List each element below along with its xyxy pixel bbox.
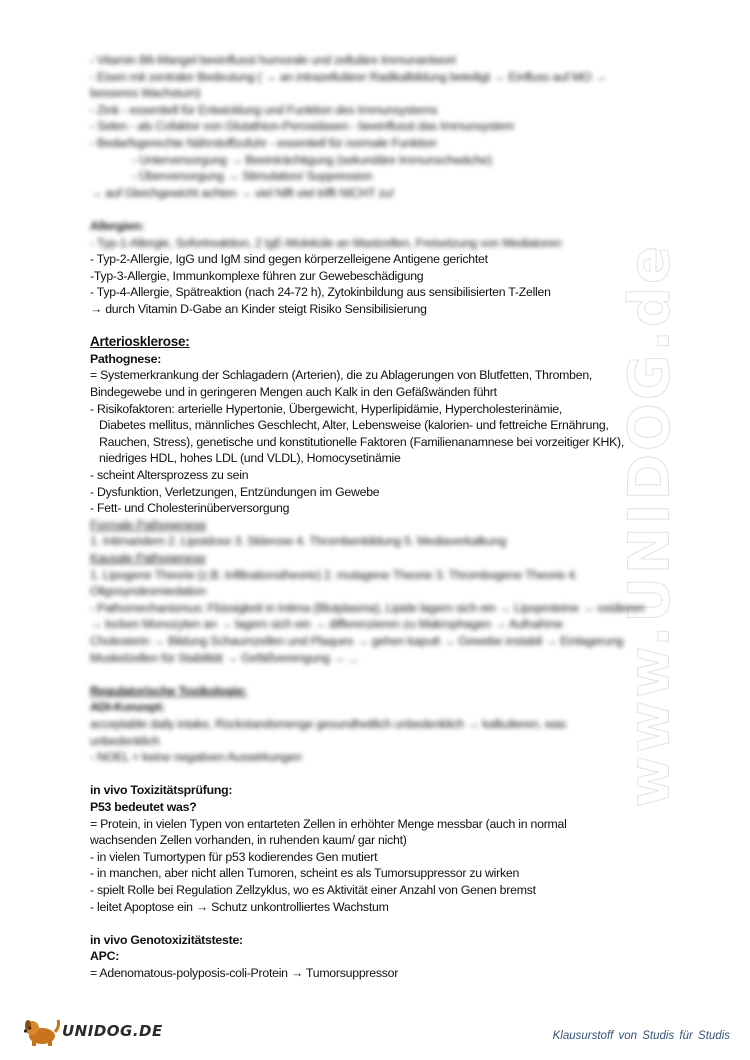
text-line: 1. Lipogene Theorie (z.B. Infiltrationstheorie) 2. mutagene Theorie 3. Thrombogene Theorie 4. — [90, 567, 578, 582]
footer-tagline: Klausurstoff von Studis für Studis — [552, 1030, 730, 1042]
text-line: - Eisen mit zentraler Bedeutung ( → an intrazellulärer Radikalbildung beteiligt → Einfluss auf MO → — [90, 69, 607, 84]
text-line: - Typ-1-Allergie, Sofortreaktion, 2 IgE-Moleküle an Mastzellen, Freisetzung von Mediatoren — [90, 235, 562, 250]
text-line: - Selen - als Cofaktor von Glutathion-Peroxidasen - beeinflusst das Immunsystem — [90, 119, 514, 134]
text-line: - Unterversorgung → Beeinträchtigung (sekundäre Immunschwäche) — [132, 152, 492, 167]
watermark: www.UNIDOG.de — [617, 243, 683, 808]
text-line: Kausale Pathogenese — [90, 551, 206, 565]
text-line: = Systemerkrankung der Schlagadern (Arterien), die zu Ablagerungen von Blutfetten, Thromben, — [90, 368, 593, 383]
section-heading: Regulatorische Toxikologie: — [90, 683, 248, 698]
text-line: -Typ-3-Allergie, Immunkomplexe führen zur Gewebeschädigung — [90, 268, 424, 283]
section-heading: Pathognese: — [90, 351, 162, 366]
text-line: → auf Gleichgewicht achten → viel hilft viel trifft NICHT zu! — [90, 185, 395, 200]
text-line: → durch Vitamin D-Gabe an Kinder steigt Risiko Sensibilisierung — [90, 302, 427, 316]
text-line: - in manchen, aber nicht allen Tumoren, scheint es als Tumorsuppressor zu wirken — [90, 866, 520, 881]
text-line: Diabetes mellitus, männliches Geschlecht, Alter, Lebensweise (kalorien- und fettreiche Ernährung, — [99, 418, 609, 433]
text-line: - spielt Rolle bei Regulation Zellzyklus, wo es Aktivität einer Anzahl von Genen bremst — [90, 883, 536, 897]
text-line: = Adenomatous-polyposis-coli-Protein → Tumorsuppressor — [90, 966, 399, 980]
section-heading: APC: — [90, 949, 120, 964]
section-heading: in vivo Toxizitätsprüfung: — [90, 783, 233, 798]
text-line: Muskelzellen für Stabilität → Gefäßverengung → ... — [90, 650, 358, 665]
text-line: → locken Monozyten an → lagern sich ein → differenzieren zu Makrophagen → Aufnahme — [90, 617, 563, 632]
text-line: besseres Wachstum) — [90, 86, 201, 101]
text-line: - Bedarfsgerechte Nährstoffzufuhr - essentiell für normale Funktion — [90, 136, 437, 150]
text-line: - in vielen Tumortypen für p53 kodierendes Gen mutiert — [90, 849, 378, 864]
text-line: - Überversorgung → Stimulation/ Suppression — [132, 169, 373, 184]
section-heading: Allergien: — [90, 219, 145, 233]
text-line: - Risikofaktoren: arterielle Hypertonie, Übergewicht, Hyperlipidämie, Hypercholesterinämie, — [90, 401, 563, 416]
text-line: Formale Pathogenese — [90, 517, 207, 532]
section-heading: in vivo Genotoxizitätsteste: — [90, 932, 243, 947]
text-line: unbedenklich — [90, 733, 160, 748]
text-line: - Zink - essentiell für Entwicklung und Funktion des Immunsystems — [90, 102, 438, 117]
text-line: Rauchen, Stress), genetische und konstitutionelle Faktoren (Familienanamnese bei vorzeitiger KHK), — [99, 434, 625, 449]
text-line: - Typ-2-Allergie, IgG und IgM sind gegen körperzelleigene Antigene gerichtet — [90, 252, 488, 267]
section-heading: Arteriosklerose: — [90, 334, 190, 350]
text-line: - Pathomechanismus: Flüssigkeit in Intima (Blutplasma), Lipide lagern sich ein → Lipoproteine → oxidieren — [90, 600, 645, 615]
text-line: - Vitamin B6-Mangel beeinflusst humorale und zelluläre Immunantwort — [90, 53, 456, 67]
unidog-logo — [22, 1016, 163, 1046]
text-line: Oligosyndesmiedation — [90, 584, 206, 599]
text-line: = Protein, in vielen Typen von entarteten Zellen in erhöhter Menge messbar (auch in normal — [90, 816, 567, 831]
text-line: Bindegewebe und in geringeren Mengen auch Kalk in den Gefäßwänden führt — [90, 385, 497, 399]
logo-text: UNIDOG.DE — [62, 1022, 163, 1040]
text-line: - NOEL = keine negativen Auswirkungen — [90, 750, 302, 765]
text-line: niedriges HDL, hohes LDL (und VLDL), Homocysetinämie — [99, 451, 401, 466]
section-heading: P53 bedeutet was? — [90, 800, 197, 814]
text-line: Cholesterin → Bildung Schaumzellen und Plaques → gehen kaputt → Gewebe instabil → Einlagerung — [90, 634, 624, 648]
text-line: acceptable daily intake, Rückstandsmenge gesundheitlich unbedenklich → kalkulieren, was — [90, 717, 566, 731]
text-line: - scheint Altersprozess zu sein — [90, 468, 249, 482]
text-line: 1. Intimaödem 2. Lipoidose 3. Sklerose 4. Thrombenbildung 5. Mediaverkalkung — [90, 534, 507, 549]
text-line: wachsenden Zellen vorhanden, in ruhenden kaum/ gar nicht) — [90, 833, 407, 848]
text-line: - Fett- und Cholesterinüberversorgung — [90, 501, 290, 516]
text-line: - Dysfunktion, Verletzungen, Entzündungen im Gewebe — [90, 484, 380, 499]
dog-icon — [22, 1016, 60, 1046]
section-heading: ADI-Konzept: — [90, 700, 165, 715]
text-line: - leitet Apoptose ein → Schutz unkontrolliertes Wachstum — [90, 899, 389, 914]
text-line: - Typ-4-Allergie, Spätreaktion (nach 24-72 h), Zytokinbildung aus sensibilisierten T-Zellen — [90, 285, 551, 300]
